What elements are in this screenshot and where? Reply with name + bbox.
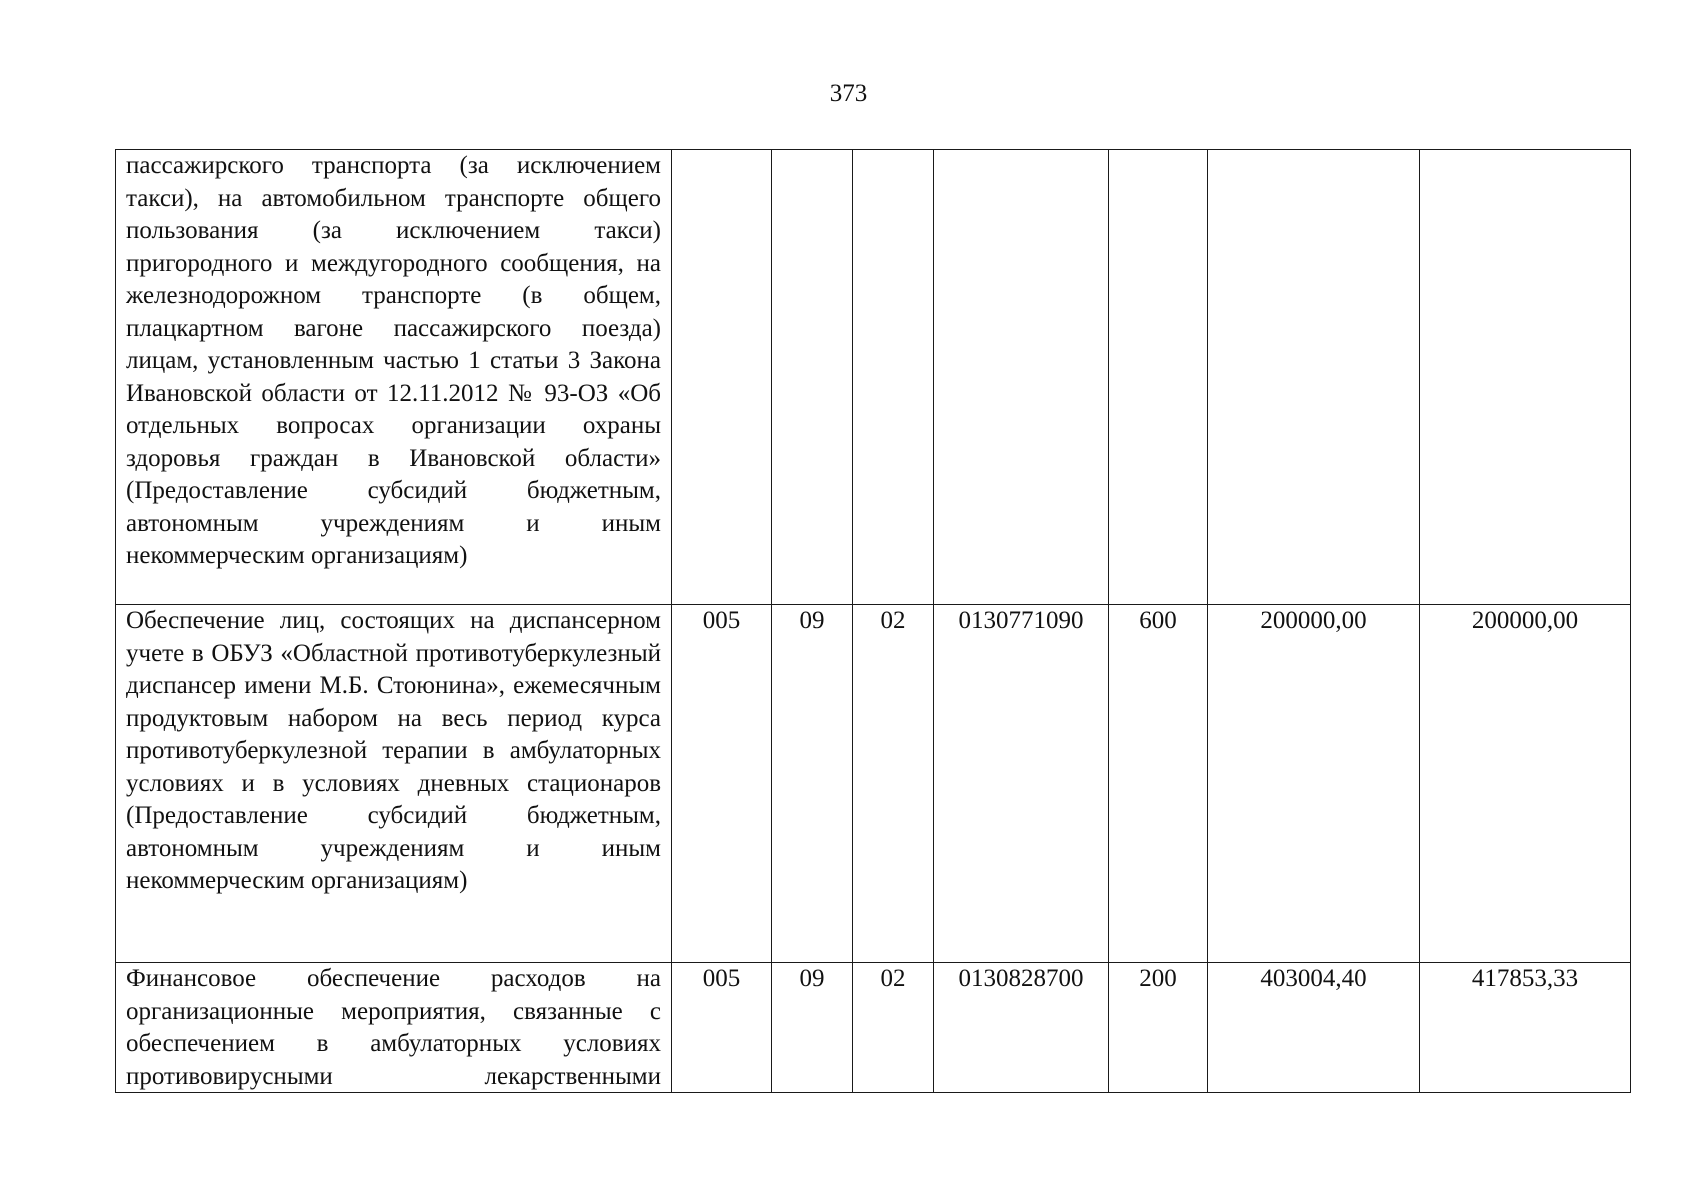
row-description: Финансовое обеспечение расходов на организационные мероприятия, связанные с обеспечением в амбулаторных условиях противовирусными лекарственными bbox=[126, 965, 661, 1090]
row-description: Обеспечение лиц, состоящих на диспансерном учете в ОБУЗ «Областной противотуберкулезный диспансер имени М.Б. Стоюнина», ежемесячным продуктовым набором на весь период курса противотуберкулезной терапии в амбулаторных условиях и в условиях дневных стационаров (Предоставление субсидий бюджетным, автономным учреждениям и иным некоммерческим организациям) bbox=[116, 605, 672, 963]
ministry-code-cell bbox=[672, 150, 772, 605]
page-number: 373 bbox=[829, 80, 868, 107]
amount-second-year-cell: 417853,33 bbox=[1420, 963, 1631, 1093]
expense-type-cell bbox=[1109, 150, 1208, 605]
subsection-code-cell bbox=[853, 150, 934, 605]
row-description-cell bbox=[116, 963, 672, 1093]
section-code-cell: 09 bbox=[772, 963, 853, 1093]
table-row bbox=[116, 150, 1631, 605]
target-article-cell: 0130828700 bbox=[934, 963, 1109, 1093]
target-article-cell bbox=[934, 150, 1109, 605]
section-code-cell: 09 bbox=[772, 605, 853, 963]
ministry-code-cell: 005 bbox=[672, 605, 772, 963]
table-row bbox=[116, 605, 1631, 963]
section-code-cell bbox=[772, 150, 853, 605]
amount-first-year-cell: 200000,00 bbox=[1208, 605, 1420, 963]
subsection-code-cell: 02 bbox=[853, 605, 934, 963]
ministry-code-cell: 005 bbox=[672, 963, 772, 1093]
row-description: пассажирского транспорта (за исключением такси), на автомобильном транспорте общего пользования (за исключением такси) пригородного и междугородного сообщения, на железнодорожном транспорте (в общем, плацкартном вагоне пассажирского поезда) лицам, установленным частью 1 статьи 3 Закона Ивановской области от 12.11.2012 № 93-ОЗ «Об отдельных вопросах организации охраны здоровья граждан в Ивановской области» (Предоставление субсидий бюджетным, автономным учреждениям и иным некоммерческим организациям) bbox=[116, 150, 672, 605]
target-article-cell: 0130771090 bbox=[934, 605, 1109, 963]
expense-type-cell: 200 bbox=[1109, 963, 1208, 1093]
amount-first-year-cell: 403004,40 bbox=[1208, 963, 1420, 1093]
amount-second-year-cell: 200000,00 bbox=[1420, 605, 1631, 963]
expense-type-cell: 600 bbox=[1109, 605, 1208, 963]
amount-second-year-cell bbox=[1420, 150, 1631, 605]
budget-table bbox=[115, 149, 1631, 1093]
amount-first-year-cell bbox=[1208, 150, 1420, 605]
subsection-code-cell: 02 bbox=[853, 963, 934, 1093]
table-row bbox=[116, 963, 1631, 1093]
